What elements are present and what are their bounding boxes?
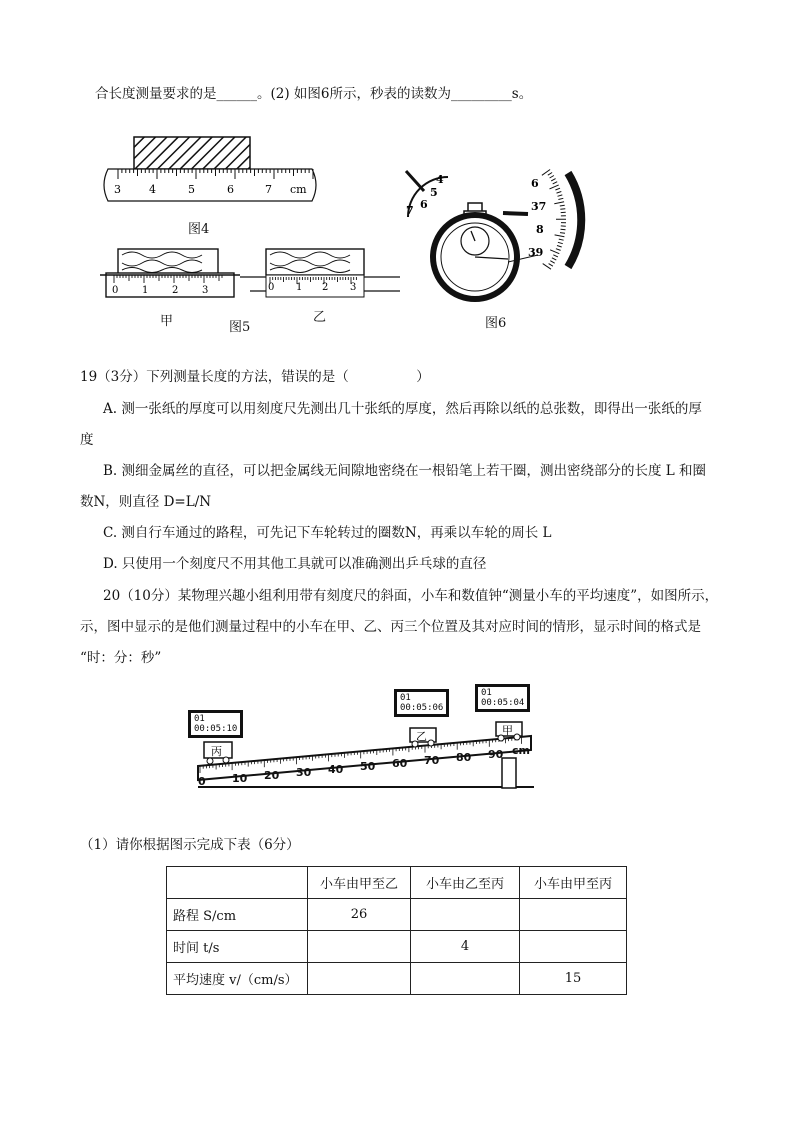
tick-label: 2 [322, 282, 329, 293]
header-cell: 小车由乙至丙 [411, 867, 520, 899]
tick-label: 39 [528, 246, 544, 259]
tick-mark [560, 233, 565, 234]
table-cell [411, 963, 520, 995]
option-d: D. 只使用一个刻度尺不用其他工具就可以准确测出乒乓球的直径 [103, 556, 487, 572]
tick-mark [552, 258, 556, 260]
tick-mark [558, 195, 563, 196]
tick-label: 3 [202, 285, 209, 296]
second-pointer [503, 213, 528, 214]
table-cell [411, 899, 520, 931]
tick-mark [560, 205, 565, 206]
option-a-line-2: 度 [80, 432, 94, 448]
cart-label: 丙 [211, 745, 222, 758]
cart-label: 甲 [502, 724, 513, 737]
option-b-line-2: 数N，则直径 D=L/N [80, 494, 212, 510]
question-19-stem: 19（3分）下列测量长度的方法，错误的是（ ） [80, 369, 430, 385]
tick-mark [560, 209, 565, 210]
table-row [167, 899, 627, 931]
scale-label: 0 [198, 775, 206, 788]
incline-ruler [198, 736, 531, 780]
scale-label: 90 [488, 748, 504, 761]
scale-label: 10 [232, 772, 248, 785]
table-cell [520, 899, 627, 931]
intro-mid-text: 。(2) 如图6所示，秒表的读数为 [257, 86, 452, 102]
clock-hour-label: 01 [400, 693, 411, 703]
tick-label: 6 [227, 183, 234, 196]
clock-time: 00:05:10 [194, 724, 238, 734]
tick-label: 8 [536, 223, 544, 236]
header-cell: 小车由甲至乙 [308, 867, 411, 899]
figure-4-ruler [100, 135, 330, 205]
figure-4-caption: 图4 [188, 222, 210, 237]
tick-label: 5 [188, 183, 195, 196]
tick-mark [550, 250, 559, 254]
tick-label: 2 [172, 285, 179, 296]
scale-label: 80 [456, 751, 472, 764]
tick-label: 6 [531, 177, 539, 190]
figure-5-rulers [100, 243, 420, 305]
tick-mark [551, 179, 555, 181]
tick-mark [554, 202, 564, 204]
tick-label: 3 [350, 282, 357, 293]
table-cell [520, 931, 627, 963]
table-intro: （1）请你根据图示完成下表（6分） [80, 837, 300, 853]
tick-mark [558, 242, 563, 243]
question-20-line-2: 示，图中显示的是他们测量过程中的小车在甲、乙、丙三个位置及其对应时间的情形，显示时间的格式是 [80, 619, 701, 635]
unit-label: cm [512, 744, 530, 757]
tick-label: 4 [436, 173, 444, 186]
figure-5-label-jia: 甲 [160, 314, 174, 329]
cart-bing [204, 742, 232, 764]
header-cell: 小车由甲至丙 [520, 867, 627, 899]
tick-mark [556, 249, 561, 251]
scale-label: 40 [328, 763, 344, 776]
scale-label: 70 [424, 754, 440, 767]
figure-6-caption: 图6 [485, 316, 507, 331]
option-b-line-1: B. 测细金属丝的直径，可以把金属线无间隙地密绕在一根铅笔上若干圈，测出密绕部分的长度 L 和圈 [103, 463, 707, 479]
tick-mark [550, 185, 559, 189]
row-label: 路程 S/cm [167, 899, 308, 931]
hatched-block [134, 137, 250, 169]
tick-mark [548, 173, 552, 176]
tick-label: 7 [265, 183, 272, 196]
tick-mark [559, 239, 564, 240]
clock-hour-label: 01 [194, 714, 205, 724]
tick-label: 1 [142, 285, 149, 296]
tick-label: 0 [112, 285, 119, 296]
header-cell [167, 867, 308, 899]
tick-label: 4 [149, 183, 156, 196]
figure-5-label-yi: 乙 [313, 310, 327, 325]
tick-mark [553, 255, 558, 257]
support-block [502, 758, 516, 788]
clock-time: 00:05:04 [481, 698, 525, 708]
intro-text: 合长度测量要求的是 [95, 86, 217, 102]
clock-bing [188, 710, 243, 738]
scale-label: 60 [392, 757, 408, 770]
tick-mark [558, 198, 563, 199]
tick-label: 6 [420, 198, 428, 211]
clock-jia [475, 684, 530, 712]
figure-6-stopwatch [398, 165, 588, 305]
tick-label: 37 [531, 200, 547, 213]
intro-suffix: s。 [511, 86, 533, 102]
measurement-table [166, 866, 627, 995]
question-20-line-1: 20（10分）某物理兴趣小组利用带有刻度尺的斜面，小车和数值钟“测量小车的平均速度”，如图所示， [103, 588, 719, 604]
tick-label: 1 [296, 282, 303, 293]
table-cell: 15 [520, 963, 627, 995]
tick-mark [557, 192, 562, 194]
table-cell: 4 [411, 931, 520, 963]
tick-mark [555, 188, 560, 190]
unit-label: cm [290, 183, 307, 196]
tick-mark [561, 229, 566, 230]
question-20-line-3: “时：分：秒” [80, 650, 162, 666]
intro-line [95, 82, 532, 102]
tick-label: 3 [114, 183, 121, 196]
minute-pointer [406, 171, 424, 191]
clock-time: 00:05:06 [400, 703, 444, 713]
tick-mark [553, 182, 558, 184]
tick-mark [557, 246, 562, 248]
tick-mark [555, 235, 565, 237]
tick-mark [549, 264, 553, 267]
clock-yi [394, 689, 449, 717]
tick-mark [550, 176, 554, 179]
cart-yi [410, 728, 436, 747]
tick-label: 5 [430, 186, 438, 199]
cart-label: 乙 [416, 730, 427, 743]
row-label: 平均速度 v/（cm/s） [167, 963, 308, 995]
scale-label: 30 [296, 766, 312, 779]
tick-label: 0 [268, 282, 275, 293]
scale-label: 50 [360, 760, 376, 773]
table-header-row [167, 867, 627, 899]
tick-label: 7 [406, 204, 414, 217]
row-label: 时间 t/s [167, 931, 308, 963]
ruler-body [104, 169, 316, 201]
table-row [167, 931, 627, 963]
answer-blank-1: ______ [216, 86, 257, 102]
option-a-line-1: A. 测一张纸的厚度可以用刻度尺先测出几十张纸的厚度，然后再除以纸的总张数，即得出一张纸的厚 [103, 401, 702, 417]
answer-blank-2: _________ [451, 86, 512, 102]
scale-label: 20 [264, 769, 280, 782]
figure-5-caption: 图5 [229, 320, 251, 335]
table-cell: 26 [308, 899, 411, 931]
option-c: C. 测自行车通过的路程，可先记下车轮转过的圈数N，再乘以车轮的周长 L [103, 525, 552, 541]
table-cell [308, 963, 411, 995]
table-row [167, 963, 627, 995]
tick-mark [550, 261, 554, 264]
clock-hour-label: 01 [481, 688, 492, 698]
table-cell [308, 931, 411, 963]
